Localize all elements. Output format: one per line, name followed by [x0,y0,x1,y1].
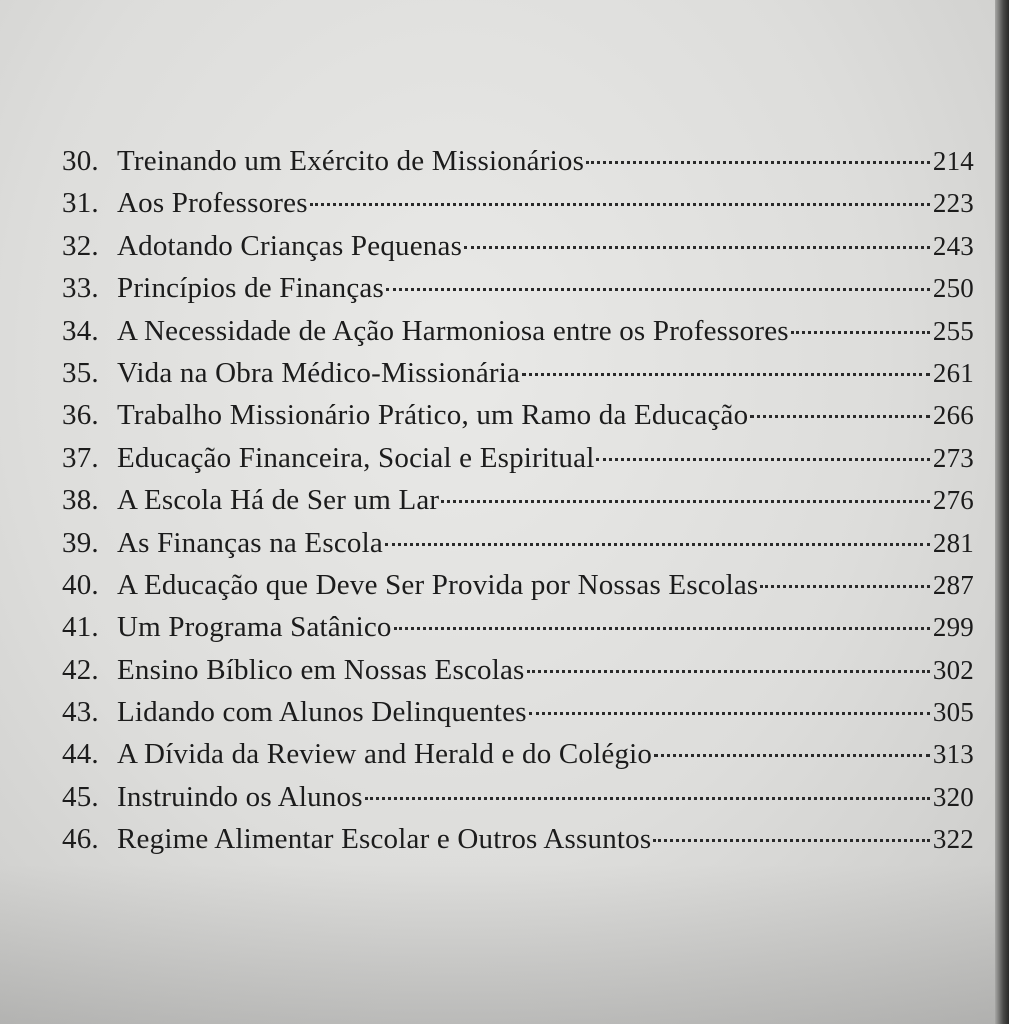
dot-leader [760,585,930,588]
entry-number: 41. [62,611,99,644]
entry-number: 35. [62,356,99,389]
entry-title: Educação Financeira, Social e Espiritual [117,441,595,474]
toc-entry [62,738,974,780]
entry-page-number: 313 [932,739,974,770]
toc-entry [62,442,974,484]
entry-number: 31. [62,187,99,220]
toc-entry [62,781,974,823]
entry-page-number: 322 [932,824,974,855]
dot-leader [596,458,930,461]
entry-number: 38. [62,484,99,517]
entry-page-number: 281 [932,527,974,558]
dot-leader [385,543,930,546]
toc-entry [62,357,974,399]
dot-leader [365,797,930,800]
entry-number: 40. [62,568,99,601]
dot-leader [529,712,930,715]
toc-entry [62,272,974,314]
page-edge [995,0,1009,1024]
entry-page-number: 305 [932,697,974,728]
toc-entry [62,145,974,187]
entry-number: 44. [62,738,99,771]
dot-leader [394,627,930,630]
entry-number: 43. [62,696,99,729]
page-shadow [0,864,1009,1024]
entry-number: 42. [62,653,99,686]
dot-leader [464,246,930,249]
dot-leader [527,670,930,673]
entry-title: Ensino Bíblico em Nossas Escolas [117,653,525,686]
entry-page-number: 261 [932,357,974,388]
entry-page-number: 214 [932,146,974,176]
entry-title: Instruindo os Alunos [117,780,363,813]
entry-title: Adotando Crianças Pequenas [117,229,463,262]
entry-page-number: 302 [932,654,974,685]
table-of-contents [62,145,974,866]
toc-entry [62,569,974,611]
entry-number: 32. [62,229,99,262]
entry-title: Treinando um Exército de Missionários [117,145,585,177]
entry-title: Vida na Obra Médico-Missionária [117,356,521,389]
entry-number: 34. [62,314,99,347]
toc-entry [62,187,974,229]
toc-entry [62,315,974,357]
entry-number: 33. [62,272,99,305]
entry-title: A Dívida da Review and Herald e do Colégio [117,738,653,771]
dot-leader [386,288,930,291]
entry-page-number: 255 [932,315,974,346]
entry-title: As Finanças na Escola [117,526,383,559]
toc-entry [62,654,974,696]
entry-title: Trabalho Missionário Prático, um Ramo da Educação [117,399,749,432]
entry-page-number: 287 [932,569,974,600]
toc-entry [62,696,974,738]
toc-entry [62,823,974,865]
entry-number: 46. [62,823,99,856]
dot-leader [654,754,930,757]
dot-leader [310,203,930,206]
dot-leader [791,331,930,334]
entry-page-number: 266 [932,400,974,431]
toc-entry [62,399,974,441]
toc-entry [62,484,974,526]
dot-leader [441,500,930,503]
entry-number: 30. [62,145,99,177]
entry-number: 37. [62,441,99,474]
entry-number: 36. [62,399,99,432]
toc-entry [62,527,974,569]
dot-leader [522,373,930,376]
dot-leader [653,839,930,842]
entry-title: Um Programa Satânico [117,611,392,644]
entry-page-number: 223 [932,188,974,219]
entry-page-number: 320 [932,781,974,812]
entry-title: A Necessidade de Ação Harmoniosa entre os Professores [117,314,789,347]
dot-leader [750,415,930,418]
entry-title: A Educação que Deve Ser Provida por Nossas Escolas [117,568,759,601]
entry-page-number: 276 [932,485,974,516]
entry-page-number: 273 [932,442,974,473]
entry-page-number: 299 [932,612,974,643]
entry-title: Lidando com Alunos Delinquentes [117,696,527,729]
entry-page-number: 250 [932,273,974,304]
entry-number: 45. [62,780,99,813]
entry-title: Regime Alimentar Escolar e Outros Assuntos [117,823,652,856]
entry-title: Aos Professores [117,187,308,220]
dot-leader [586,161,930,164]
entry-number: 39. [62,526,99,559]
entry-title: Princípios de Finanças [117,272,384,305]
entry-title: A Escola Há de Ser um Lar [117,484,440,517]
toc-entry [62,611,974,653]
toc-entry [62,230,974,272]
entry-page-number: 243 [932,230,974,261]
